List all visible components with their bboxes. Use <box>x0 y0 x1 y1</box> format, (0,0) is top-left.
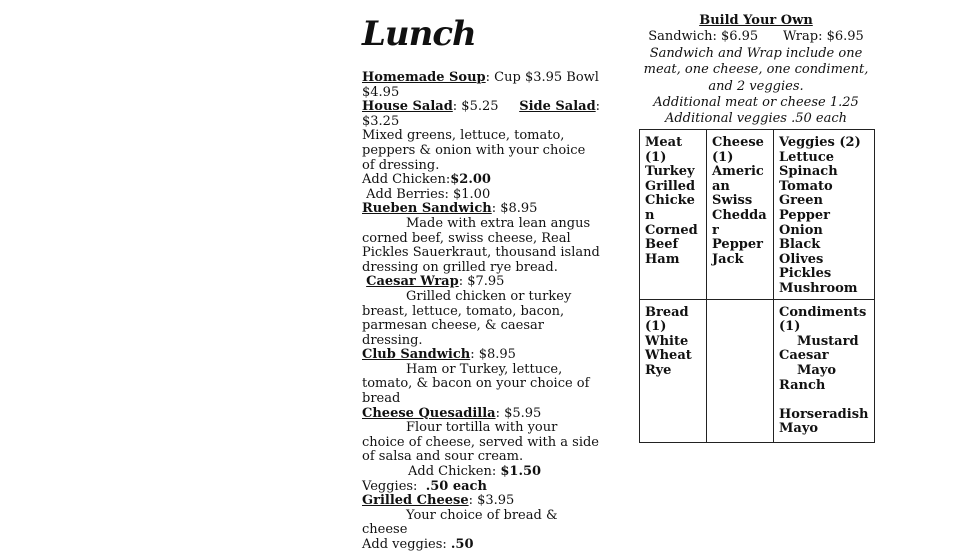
bread-option: Rye <box>645 362 672 378</box>
meat-option: Corned Beef <box>645 222 698 253</box>
rueben-name: Rueben Sandwich <box>362 201 492 217</box>
byo-note-additional-meat: Additional meat or cheese 1.25 <box>653 95 859 111</box>
soup-name: Homemade Soup <box>362 70 486 85</box>
bread-option: White <box>645 333 689 349</box>
veggie-option: Pickles <box>779 266 832 282</box>
lunch-menu <box>362 14 602 553</box>
condiment-option: Ranch <box>779 377 826 393</box>
veggie-option: Black Olives <box>779 237 824 267</box>
salad-add-berries: Add Berries: $1.00 <box>362 186 491 202</box>
grilled-cheese-add-label: Add veggies: <box>362 537 451 552</box>
meat-option: Grilled Chicken <box>645 178 696 223</box>
salad-description: Mixed greens, lettuce, tomato, peppers & onion with your choice of dressing. <box>362 128 586 173</box>
meat-cell <box>640 130 707 300</box>
empty-cell <box>707 299 774 442</box>
veggie-option: Tomato <box>779 178 833 194</box>
meat-header: Meat (1) <box>645 135 683 165</box>
grilled-cheese-description: Your choice of bread & cheese <box>362 507 558 538</box>
rueben-item <box>362 202 602 217</box>
quesadilla-price: : $5.95 <box>495 405 542 421</box>
grilled-cheese-item <box>362 494 602 509</box>
byo-title: Build Your Own <box>699 13 813 28</box>
byo-prices: Sandwich: $6.95 Wrap: $6.95 <box>648 29 864 45</box>
condiments-cell <box>774 299 875 442</box>
soup-prices: : Cup $3.95 Bowl $4.95 <box>362 70 599 100</box>
veggies-cell <box>774 130 875 300</box>
quesadilla-veggies-label: Veggies: <box>362 464 562 494</box>
bread-cell <box>640 299 707 442</box>
soup-item <box>362 71 602 100</box>
grilled-cheese-add-price: .50 <box>450 537 474 552</box>
grilled-cheese-addons <box>362 538 602 553</box>
veggie-option: Mushroom <box>779 280 858 296</box>
cheese-option: Swiss <box>712 193 753 209</box>
quesadilla-addons <box>362 465 602 494</box>
cheese-header: Cheese (1) <box>712 135 764 165</box>
cheese-option: Cheddar <box>712 207 767 238</box>
house-salad-price: : $5.25 <box>452 99 520 115</box>
rueben-description: Made with extra lean angus corned beef, swiss cheese, Real Pickles Sauerkraut, thousand island dressing on grilled rye bread. <box>362 215 600 275</box>
condiment-spacer <box>779 393 869 408</box>
grilled-cheese-price: : $3.95 <box>468 493 515 509</box>
condiment-option: Mayo <box>797 362 837 378</box>
quesadilla-add-chicken-price: $1.50 <box>500 464 542 480</box>
bread-option: Wheat <box>645 348 692 364</box>
grilled-cheese-name: Grilled Cheese <box>362 493 469 509</box>
cheese-option: PepperJack <box>712 237 763 267</box>
veggie-option: Green Pepper <box>779 193 830 223</box>
condiment-option: Caesar <box>779 348 829 364</box>
build-your-own-table <box>639 129 875 443</box>
condiments-header: Condiments (1) <box>779 304 867 335</box>
veggie-option: Spinach <box>779 164 838 180</box>
caesar-price: : $7.95 <box>458 274 505 290</box>
quesadilla-description: Flour tortilla with your choice of cheese, served with a side of salsa and sour cream. <box>362 420 599 465</box>
meat-option: Ham <box>645 251 680 267</box>
salad-add-chicken-label: Add Chicken: <box>362 172 451 188</box>
club-description: Ham or Turkey, lettuce, tomato, & bacon on your choice of bread <box>362 361 590 407</box>
club-item <box>362 348 602 363</box>
veggie-option: Lettuce <box>779 149 835 165</box>
salad-add-chicken-price: $2.00 <box>450 172 491 188</box>
cheese-cell <box>707 130 774 300</box>
caesar-description: Grilled chicken or turkey breast, lettuce, tomato, bacon, parmesan cheese, & caesar dressing. <box>362 288 572 348</box>
build-your-own-header <box>640 13 872 128</box>
veggies-header: Veggies (2) <box>779 135 861 150</box>
bread-header: Bread (1) <box>645 304 689 335</box>
house-salad-name: House Salad <box>362 99 453 115</box>
condiment-option: Horseradish Mayo <box>779 406 869 437</box>
quesadilla-name: Cheese Quesadilla <box>362 405 496 421</box>
side-salad-name: Side Salad <box>519 99 596 115</box>
veggie-option: Onion <box>779 222 823 238</box>
condiment-option: Mustard <box>797 333 859 349</box>
quesadilla-veggies-price: .50 each <box>425 478 487 494</box>
byo-note-includes: Sandwich and Wrap include one meat, one cheese, one condiment, and 2 veggies. <box>643 45 869 94</box>
salad-item <box>362 100 602 129</box>
cheese-option: American <box>712 164 764 194</box>
club-price: : $8.95 <box>470 347 516 363</box>
club-name: Club Sandwich <box>362 347 471 363</box>
byo-note-additional-veggies: Additional veggies .50 each <box>664 111 848 127</box>
menu-title: Lunch <box>362 14 476 54</box>
meat-option: Turkey <box>645 164 695 180</box>
salad-addons <box>362 173 602 202</box>
quesadilla-add-chicken-label: Add Chicken: <box>408 464 501 480</box>
caesar-item <box>362 275 602 290</box>
rueben-price: : $8.95 <box>491 201 538 217</box>
caesar-name: Caesar Wrap <box>366 274 459 290</box>
side-salad-price: : $3.25 <box>362 99 601 129</box>
quesadilla-item <box>362 407 602 422</box>
